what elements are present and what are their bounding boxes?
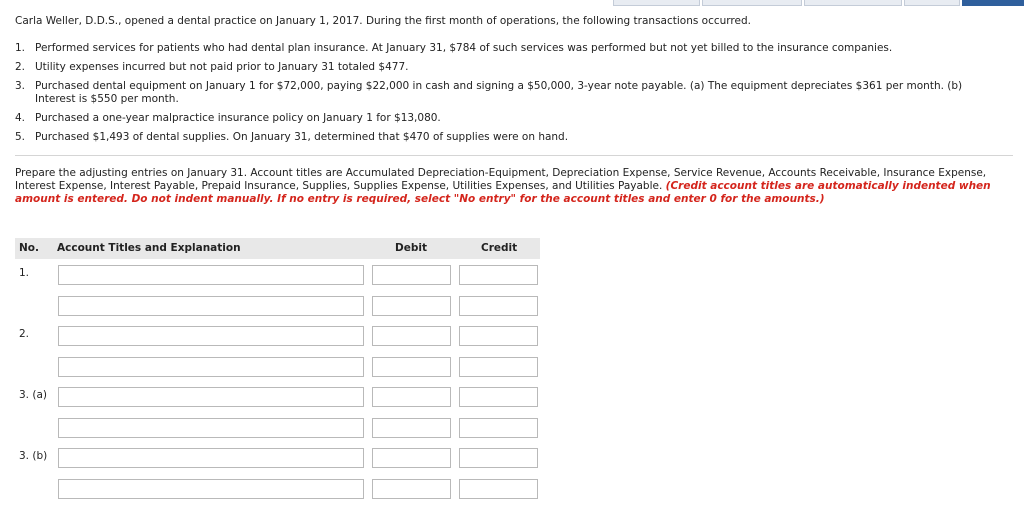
account-title-input[interactable] [58,448,364,468]
credit-input[interactable] [459,387,538,407]
account-title-input[interactable] [58,479,364,499]
transaction-item: 4. Purchased a one-year malpractice insurance policy on January 1 for $13,080. [15,112,441,124]
credit-input[interactable] [459,448,538,468]
section-divider [15,155,1013,156]
header-account: Account Titles and Explanation [57,242,241,254]
account-title-input[interactable] [58,326,364,346]
next-button[interactable] [962,0,1024,6]
account-title-input[interactable] [58,265,364,285]
credit-input[interactable] [459,357,538,377]
account-title-input[interactable] [58,418,364,438]
instructions: Prepare the adjusting entries on January 31. Account titles are Accumulated Depreciation-Equipment, Depreciation Expense, Service Revenue, Accounts Receivable, Insurance Expense, Interest Expense, Interest Payable, Prepaid Insurance, Supplies, Supplies Expense, Utilities Expenses, and Utilities Payable. (Credit account titles are automatically indented when amount is entered. Do not indent manually. If no entry is required, select "No entry" for the account titles and enter 0 for the amounts.) [15,167,991,205]
instructions-note: (Credit account titles are automatically indented when amount is entered. Do not indent manually. If no entry is required, select "No entry" for the account titles and enter 0 for the amounts.) [15,180,991,205]
nav-button-3[interactable] [804,0,902,6]
header-credit: Credit [481,242,518,254]
back-button[interactable] [904,0,960,6]
top-navigation-bar [0,0,1024,6]
entry-label: 1. [19,267,30,279]
debit-input[interactable] [372,448,451,468]
debit-input[interactable] [372,357,451,377]
transaction-item: 2. Utility expenses incurred but not paid prior to January 31 totaled $477. [15,61,409,73]
debit-input[interactable] [372,418,451,438]
transaction-item: 5. Purchased $1,493 of dental supplies. On January 31, determined that $470 of supplies were on hand. [15,131,569,143]
journal-table-header [15,238,540,259]
credit-input[interactable] [459,296,538,316]
header-no: No. [19,242,39,254]
debit-input[interactable] [372,387,451,407]
credit-input[interactable] [459,479,538,499]
debit-input[interactable] [372,479,451,499]
account-title-input[interactable] [58,296,364,316]
credit-input[interactable] [459,265,538,285]
nav-button-1[interactable] [613,0,700,6]
transaction-item: 1. Performed services for patients who had dental plan insurance. At January 31, $784 of such services was performed but not yet billed to the insurance companies. [15,42,893,54]
transaction-item: 3. Purchased dental equipment on January 1 for $72,000, paying $22,000 in cash and signing a $50,000, 3-year note payable. (a) The equipment depreciates $361 per month. (b) Interest is $550 per month. [15,80,963,105]
nav-button-2[interactable] [702,0,802,6]
credit-input[interactable] [459,326,538,346]
account-title-input[interactable] [58,357,364,377]
account-title-input[interactable] [58,387,364,407]
entry-label: 3. (a) [19,389,47,401]
debit-input[interactable] [372,296,451,316]
credit-input[interactable] [459,418,538,438]
entry-label: 3. (b) [19,450,48,462]
transaction-list [15,42,995,150]
header-debit: Debit [395,242,427,254]
debit-input[interactable] [372,326,451,346]
problem-intro: Carla Weller, D.D.S., opened a dental practice on January 1, 2017. During the first month of operations, the following transactions occurred. [15,15,751,27]
entry-label: 2. [19,328,30,340]
debit-input[interactable] [372,265,451,285]
